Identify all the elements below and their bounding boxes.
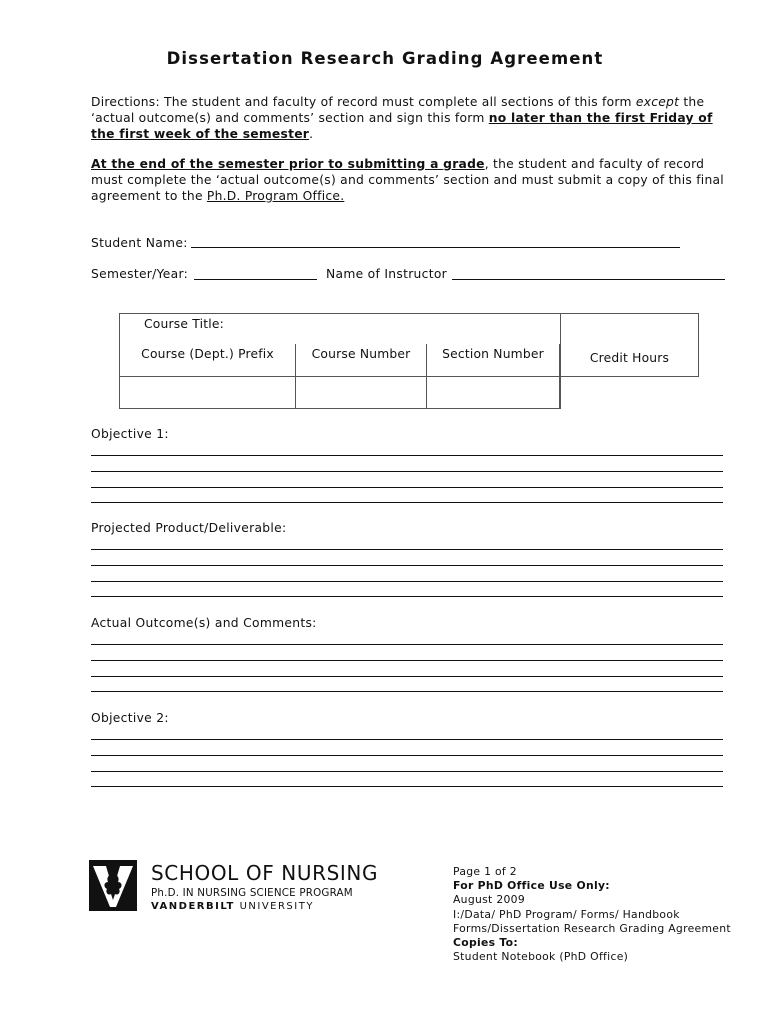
objective-2-line[interactable]	[91, 771, 723, 772]
deliverable-label: Projected Product/Deliverable:	[91, 521, 287, 535]
objective-2-label: Objective 2:	[91, 711, 169, 725]
student-name-label: Student Name:	[91, 236, 188, 250]
office-use-label: For PhD Office Use Only:	[453, 879, 610, 893]
section-number-input-cell[interactable]	[427, 377, 560, 409]
copies-to-value: Student Notebook (PhD Office)	[453, 950, 629, 964]
semester-year-label: Semester/Year:	[91, 267, 189, 281]
phd-office-name: Ph.D. Program Office.	[206, 189, 345, 203]
objective-2-line[interactable]	[91, 786, 723, 787]
university-name: VANDERBILT UNIVERSITY	[151, 901, 314, 912]
end-of-semester-paragraph	[91, 156, 731, 204]
objective-1-line[interactable]	[91, 455, 723, 456]
page-title: Dissertation Research Grading Agreement	[166, 49, 604, 68]
office-info-block	[453, 865, 753, 964]
objective-1-line[interactable]	[91, 471, 723, 472]
form-path: I:/Data/ PhD Program/ Forms/ Handbook Forms/Dissertation Research Grading Agreement	[453, 907, 731, 935]
student-name-field[interactable]	[191, 247, 680, 248]
actual-outcomes-line[interactable]	[91, 644, 723, 645]
section-number-header: Section Number	[427, 344, 560, 377]
end-note-lead: At the end of the semester prior to submitting a grade	[91, 157, 485, 171]
course-number-header: Course Number	[296, 344, 427, 377]
prefix-header: Course (Dept.) Prefix	[120, 344, 296, 377]
course-table	[119, 313, 699, 409]
course-number-input-cell[interactable]	[296, 377, 427, 409]
instructor-label: Name of Instructor	[326, 267, 448, 281]
actual-outcomes-line[interactable]	[91, 691, 723, 692]
objective-2-line[interactable]	[91, 739, 723, 740]
deliverable-line[interactable]	[91, 549, 723, 550]
end-note-rest: , the student and faculty of record must complete the ‘actual outcome(s) and comments’ section and must submit a copy of this final agreement to the	[91, 157, 724, 203]
directions-deadline: no later than the first Friday of the first week of the semester	[91, 111, 713, 141]
semester-year-field[interactable]	[194, 279, 317, 280]
vanderbilt-oak-leaf-icon	[89, 860, 137, 911]
objective-1-line[interactable]	[91, 502, 723, 503]
course-title-cell[interactable]	[120, 314, 561, 344]
directions-paragraph	[91, 94, 731, 142]
directions-middle: the ‘actual outcome(s) and comments’ section and sign this form	[91, 95, 705, 125]
copies-to-label: Copies To:	[453, 936, 518, 950]
deliverable-line[interactable]	[91, 565, 723, 566]
school-name: SCHOOL OF NURSING	[151, 861, 379, 885]
actual-outcomes-line[interactable]	[91, 660, 723, 661]
directions-prefix: Directions: The student and faculty of record must complete all sections of this form	[91, 95, 636, 109]
deliverable-line[interactable]	[91, 596, 723, 597]
objective-2-line[interactable]	[91, 755, 723, 756]
program-name: Ph.D. IN NURSING SCIENCE PROGRAM	[151, 887, 353, 899]
actual-outcomes-label: Actual Outcome(s) and Comments:	[91, 616, 317, 630]
credit-hours-input-cell[interactable]	[560, 377, 561, 409]
form-date: August 2009	[453, 893, 525, 907]
directions-end: .	[309, 127, 314, 141]
directions-except: except	[635, 95, 680, 109]
actual-outcomes-line[interactable]	[91, 676, 723, 677]
page-number: Page 1 of 2	[453, 865, 517, 878]
course-title-label: Course Title:	[144, 317, 224, 331]
prefix-input-cell[interactable]	[120, 377, 296, 409]
credit-hours-header: Credit Hours	[561, 314, 699, 377]
objective-1-line[interactable]	[91, 487, 723, 488]
instructor-field[interactable]	[452, 279, 725, 280]
deliverable-line[interactable]	[91, 581, 723, 582]
objective-1-label: Objective 1:	[91, 427, 169, 441]
